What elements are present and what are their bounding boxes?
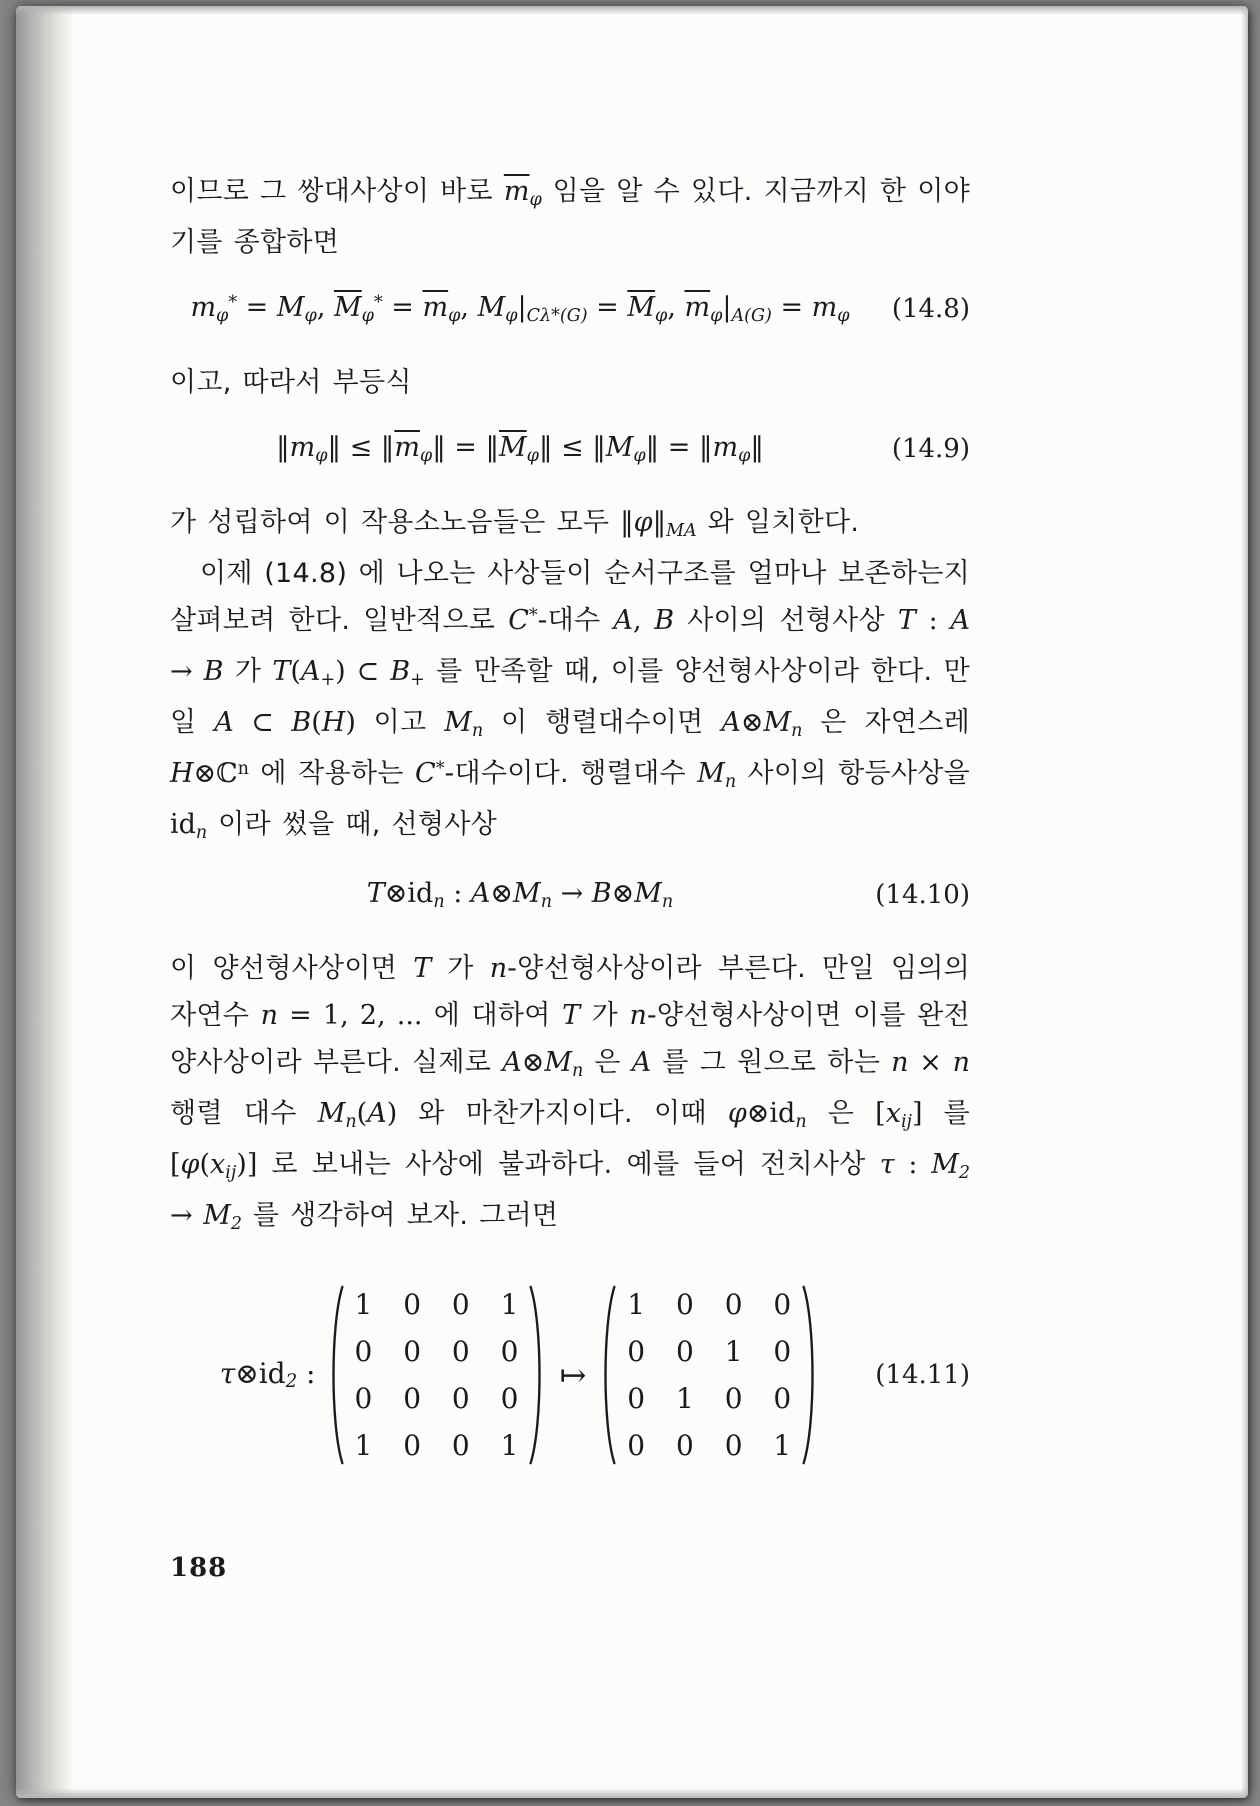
math-part: A — [214, 707, 234, 738]
text-part: 이제 (14.8) 에 나오는 사상들이 순서구조를 얼마나 보존하는지 살펴보려 한다. 일반적으로 — [170, 558, 970, 636]
math-part: $\overline{m}$ — [422, 292, 449, 323]
math-part: M — [513, 878, 541, 909]
math-part: ( — [311, 707, 322, 738]
math-part: = — [587, 292, 628, 323]
math-part: φ — [738, 445, 751, 466]
math-part: A — [300, 656, 321, 687]
math-part: ⊂ — [233, 707, 292, 738]
math-part: φ — [304, 305, 317, 326]
math-part: )] — [236, 1149, 258, 1180]
math-part: x — [885, 1098, 901, 1129]
math-part: n — [433, 891, 445, 912]
math-part: M — [634, 878, 662, 909]
math-part: m — [190, 292, 217, 323]
math-part: n — [791, 720, 803, 741]
math-part: B — [291, 707, 312, 738]
math-part: Cλ*(G) — [526, 305, 588, 326]
math-part: ⊗id — [235, 1356, 286, 1390]
text-part: 이 행렬대수이면 — [483, 707, 722, 738]
right-paren-icon — [800, 1277, 820, 1473]
math-part: φ — [315, 445, 328, 466]
math-part: n — [237, 759, 249, 780]
text-part: 에 작용하는 — [248, 758, 416, 789]
math-part: ij — [225, 1162, 237, 1183]
math-part: , — [316, 292, 334, 323]
math-part: m — [811, 292, 838, 323]
math-part: A — [631, 1047, 652, 1078]
text-part: 은 자연스레 — [802, 707, 970, 738]
math-part: ‖ = ‖ — [645, 432, 713, 463]
mapsto-arrow: ↦ — [559, 1355, 587, 1394]
matrix-left — [326, 1277, 548, 1473]
equation-14-10-number: (14.10) — [875, 880, 970, 910]
math-part: φ — [633, 507, 653, 538]
text-part: 가 성립하여 이 작용소노음들은 모두 — [170, 507, 621, 538]
matrix-row: 0 0 0 0 — [354, 1334, 519, 1368]
math-part: φ — [505, 305, 518, 326]
page-content — [170, 168, 970, 1592]
math-part: φ — [710, 305, 723, 326]
math-part: M — [544, 1047, 572, 1078]
text-part: 가 — [223, 656, 273, 687]
text-part: 사이의 항등사상을 — [736, 758, 970, 789]
math-part: = 1, 2, ... — [278, 1000, 434, 1031]
math-part: φ — [526, 445, 539, 466]
page-edge-right — [1241, 6, 1248, 1798]
math-part: C — [415, 758, 436, 789]
matrix-row: 1 0 0 0 — [627, 1287, 792, 1321]
left-paren-icon — [598, 1277, 618, 1473]
paragraph-1 — [170, 168, 970, 266]
page-edge-bottom — [16, 1788, 1248, 1798]
right-paren-icon — [527, 1277, 547, 1473]
math-part: , — [667, 292, 685, 323]
equation-14-11-number: (14.11) — [875, 1359, 970, 1390]
math-part: $\overline{M}$ — [627, 292, 656, 323]
math-part: ⊗ — [740, 707, 764, 738]
math-part: φ — [180, 1149, 200, 1180]
math-part: B — [654, 605, 675, 636]
math-part: A — [721, 707, 741, 738]
matrix-row: 0 0 1 0 — [627, 1334, 792, 1368]
paragraph-4 — [170, 550, 970, 852]
math-part: M — [931, 1149, 959, 1180]
math-part: → — [551, 878, 592, 909]
math-part: n — [571, 1060, 584, 1081]
math-part: C — [508, 605, 529, 636]
math-part: : — [444, 878, 471, 909]
math-part: M — [763, 707, 792, 738]
text-part: 와 마찬가지이다. 이때 — [397, 1098, 728, 1129]
math-part: B — [591, 878, 612, 909]
text-part: 로 보내는 사상에 불과하다. 예를 들어 전치사상 — [257, 1149, 880, 1180]
text-part: -양선형사상이라 부른다. 만일 임의의 자연수 — [170, 953, 970, 1031]
equation-14-11-body — [170, 1277, 870, 1473]
math-part: id — [170, 809, 196, 840]
math-part: τ — [879, 1149, 895, 1180]
page-edge-top — [16, 6, 1248, 15]
matrix-row: 0 0 0 0 — [354, 1381, 519, 1415]
math-part: T — [413, 953, 432, 984]
matrix-left-rows — [346, 1286, 528, 1465]
math-part: φ — [529, 189, 542, 210]
text-part: -양선형사상이면 이를 완전양사상이라 부른다. 실제로 — [170, 1000, 971, 1078]
math-part: T — [272, 656, 291, 687]
math-part: φ — [837, 305, 850, 326]
math-part: ) — [386, 1098, 398, 1129]
math-part: n — [891, 1047, 909, 1078]
paragraph-3 — [170, 499, 970, 550]
math-part: φ — [655, 305, 668, 326]
text-part: 은 — [583, 1047, 632, 1078]
math-part: * — [528, 606, 538, 627]
math-part: ] — [912, 1098, 923, 1129]
math-part: : — [297, 1356, 316, 1390]
math-part: A — [950, 605, 970, 636]
math-part: A(G) — [731, 305, 772, 326]
math-part: $\overline{m}$ — [684, 292, 711, 323]
math-part: M — [477, 292, 506, 323]
math-part: * — [373, 293, 383, 314]
text-part: 를 만족할 때, 이를 양선형사상이라 한다. 만일 — [170, 656, 970, 738]
text-part: 를 — [922, 1098, 971, 1129]
math-part: ( — [356, 1098, 368, 1129]
math-part: B — [203, 656, 224, 687]
math-part: ⊗ℂ — [193, 758, 238, 789]
math-part: ) — [345, 707, 356, 738]
math-part: M — [276, 292, 305, 323]
math-part: x — [210, 1149, 226, 1180]
math-part: φ — [361, 305, 374, 326]
math-part: φ — [633, 445, 646, 466]
math-part: = — [771, 292, 812, 323]
text-part: 행렬 대수 — [170, 1098, 318, 1129]
equation-14-8-body — [170, 284, 870, 335]
text-part: 이므로 그 쌍대사상이 바로 — [170, 176, 504, 207]
math-part: 2 — [958, 1162, 970, 1183]
math-part: ‖ = ‖ — [432, 432, 499, 463]
math-part: * — [435, 759, 445, 780]
math-part: n — [661, 891, 674, 912]
page-edge-left — [16, 6, 74, 1798]
matrix-row: 0 0 0 1 — [627, 1428, 792, 1462]
math-part: [ — [875, 1098, 886, 1129]
math-part: | — [722, 292, 732, 323]
equation-14-11 — [170, 1277, 970, 1473]
math-part: m — [712, 432, 739, 463]
text-part: 은 — [806, 1098, 876, 1129]
math-part: M — [444, 707, 472, 738]
math-part: ‖ ≤ ‖ — [538, 432, 606, 463]
equation-14-10 — [170, 870, 970, 921]
math-part: A — [502, 1047, 522, 1078]
math-part: T — [366, 878, 385, 909]
text-part: 가 — [431, 953, 490, 984]
math-part: n — [195, 822, 208, 843]
text-part: 이고, 따라서 부등식 — [170, 367, 412, 398]
math-part: | — [517, 292, 527, 323]
math-part: : — [915, 605, 951, 636]
math-part: n — [489, 953, 508, 984]
math-part: MA — [666, 520, 697, 541]
math-part: , — [460, 292, 478, 323]
math-part: $\overline{m}$ — [394, 432, 420, 463]
paragraph-2 — [170, 359, 970, 406]
math-part: ⊗ — [521, 1047, 545, 1078]
math-part: = — [382, 292, 423, 323]
math-part: M — [203, 1200, 231, 1231]
math-part: → — [170, 656, 204, 687]
math-part: A — [470, 878, 491, 909]
math-part: [ — [170, 1149, 181, 1180]
math-part: ⊗ — [611, 878, 635, 909]
math-part: n — [540, 891, 552, 912]
paragraph-5 — [170, 945, 970, 1243]
matrix-right — [598, 1277, 820, 1473]
math-part: ij — [900, 1111, 912, 1132]
math-part: ‖ ≤ ‖ — [327, 432, 395, 463]
equation-14-9-body — [170, 424, 870, 475]
math-part: n — [952, 1047, 971, 1078]
math-part: φ — [727, 1098, 747, 1129]
math-part: H — [321, 707, 346, 738]
text-part: 이라 썼을 때, 선형사상 — [207, 809, 498, 840]
math-part: φ — [216, 305, 229, 326]
matrix-map-prefix — [220, 1350, 316, 1401]
text-part: 에 대하여 — [433, 1000, 563, 1031]
math-part: ⊗ — [490, 878, 514, 909]
book-page — [16, 6, 1248, 1798]
math-part: → — [170, 1200, 204, 1231]
equation-14-9-number: (14.9) — [891, 434, 970, 464]
math-part: M — [697, 758, 725, 789]
equation-14-8-number: (14.8) — [891, 294, 970, 324]
text-part: 가 — [580, 1000, 630, 1031]
math-part: T — [562, 1000, 581, 1031]
math-part: ⊗id — [384, 878, 434, 909]
equation-14-8 — [170, 284, 970, 335]
math-part: ) ⊂ — [335, 656, 391, 687]
math-part: ‖ — [620, 507, 634, 538]
text-part: 와 일치한다. — [696, 507, 860, 538]
math-part: n — [795, 1111, 807, 1132]
text-part: 사이의 선형사상 — [674, 605, 898, 636]
math-part: φ — [448, 305, 461, 326]
math-part: + — [410, 669, 425, 690]
math-part: × — [908, 1047, 953, 1078]
math-part: $\overline{m}$ — [503, 176, 530, 207]
left-paren-icon — [326, 1277, 346, 1473]
text-part: 를 생각하여 보자. 그러면 — [242, 1200, 559, 1231]
equation-14-9 — [170, 424, 970, 475]
math-part: B — [390, 656, 411, 687]
math-part: M — [317, 1098, 346, 1129]
math-part: A — [367, 1098, 387, 1129]
matrix-row: 1 0 0 1 — [354, 1428, 519, 1462]
text-part: 임을 알 수 있다. 지금까지 한 이야기를 종합하면 — [170, 176, 970, 258]
math-part: H — [170, 758, 194, 789]
math-part: ‖ — [652, 507, 667, 538]
math-part: τ — [219, 1356, 236, 1390]
math-part: , — [632, 605, 655, 636]
math-part: : — [894, 1149, 932, 1180]
math-part: $\overline{M}$ — [334, 292, 362, 323]
math-part: m — [289, 432, 316, 463]
math-part: n — [345, 1111, 357, 1132]
text-part: -대수 — [537, 605, 614, 636]
math-part: = — [237, 292, 277, 323]
text-part: 이고 — [355, 707, 445, 738]
text-part: 이 양선형사상이면 — [170, 953, 414, 984]
math-part: T — [897, 605, 916, 636]
matrix-row: 0 1 0 0 — [627, 1381, 792, 1415]
text-part: -대수이다. 행렬대수 — [444, 758, 698, 789]
math-part: 2 — [230, 1213, 243, 1234]
math-part: M — [605, 432, 634, 463]
math-part: ( — [199, 1149, 210, 1180]
math-part: n — [471, 720, 484, 741]
math-part: * — [228, 293, 238, 314]
math-part: A — [613, 605, 633, 636]
matrix-row: 1 0 0 1 — [354, 1287, 519, 1321]
math-part: ( — [290, 656, 301, 687]
equation-14-10-body — [170, 870, 870, 921]
math-part: $\overline{M}$ — [499, 432, 527, 463]
math-part: 2 — [285, 1371, 298, 1393]
math-part: n — [260, 1000, 278, 1031]
math-part: + — [320, 669, 336, 690]
math-part: ‖ — [276, 432, 290, 463]
math-part: φ — [419, 445, 433, 466]
math-part: n — [724, 771, 737, 792]
math-part: ⊗id — [746, 1098, 796, 1129]
text-part: 를 그 원으로 하는 — [651, 1047, 892, 1078]
math-part: n — [629, 1000, 647, 1031]
page-number: 188 — [170, 1553, 228, 1583]
math-part: ‖ — [750, 432, 764, 463]
matrix-right-rows — [618, 1286, 800, 1465]
